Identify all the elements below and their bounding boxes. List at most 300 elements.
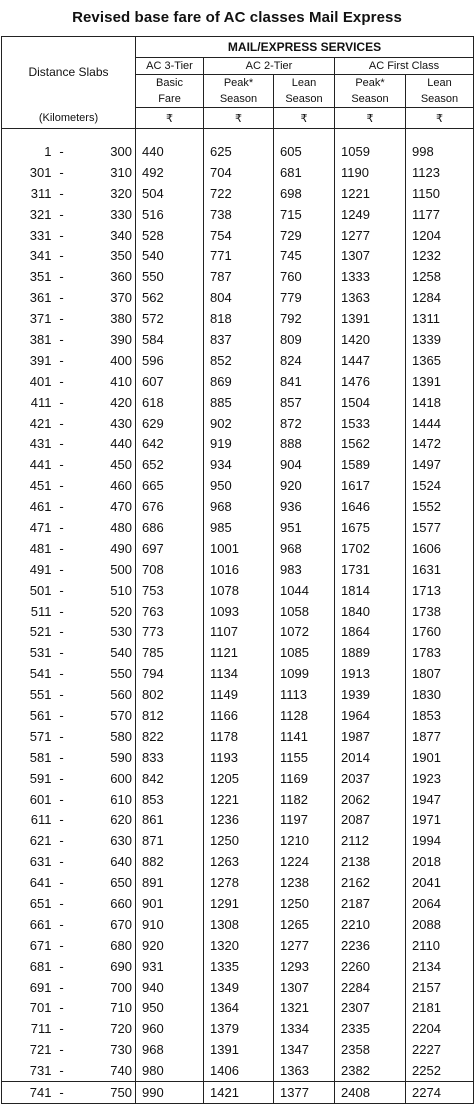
ac2-lean-fare: 888 <box>274 433 335 454</box>
ac1-peak-fare: 1814 <box>335 580 406 601</box>
slab-dash: - <box>59 290 64 306</box>
ac3-basic-fare: 753 <box>136 580 204 601</box>
slab-from: 331 <box>2 225 52 246</box>
ac3-basic-fare: 910 <box>136 914 204 935</box>
table-row <box>2 245 474 266</box>
ac2-lean-fare: 698 <box>274 183 335 204</box>
ac2-lean-fare: 968 <box>274 538 335 559</box>
ac1-peak-fare: 1447 <box>335 350 406 371</box>
ac1-lean-fare: 2227 <box>406 1039 474 1060</box>
ac2-lean-fare: 809 <box>274 329 335 350</box>
ac1-peak-fare: 2284 <box>335 977 406 998</box>
slab-to: 500 <box>72 559 136 580</box>
slab-from: 501 <box>2 580 52 601</box>
ac2-lean-fare: 745 <box>274 245 335 266</box>
ac3-basic-fare: 842 <box>136 768 204 789</box>
ac2-lean-fare: 792 <box>274 308 335 329</box>
slab-from: 731 <box>2 1060 52 1081</box>
slab-to: 540 <box>72 642 136 663</box>
ac3-basic-fare: 562 <box>136 287 204 308</box>
ac2-peak-fare: 1364 <box>204 998 274 1019</box>
slab-from: 581 <box>2 747 52 768</box>
ac3-basic-fare: 572 <box>136 308 204 329</box>
ac1-lean-fare: 1284 <box>406 287 474 308</box>
ac3-basic-fare: 794 <box>136 663 204 684</box>
slab-to: 730 <box>72 1039 136 1060</box>
ac3-basic-fare: 708 <box>136 559 204 580</box>
basic-fare-header-line2: Fare <box>136 91 204 108</box>
slab-dash: - <box>59 875 64 891</box>
slab-dash: - <box>59 1000 64 1016</box>
ac1-peak-fare: 1562 <box>335 433 406 454</box>
table-row <box>2 183 474 204</box>
ac2-peak-fare: 1166 <box>204 705 274 726</box>
table-row <box>2 496 474 517</box>
ac3-basic-fare: 990 <box>136 1082 204 1104</box>
services-header: MAIL/EXPRESS SERVICES <box>136 37 474 58</box>
slab-dash: - <box>59 164 64 180</box>
slab-to: 420 <box>72 392 136 413</box>
ac3-basic-fare: 584 <box>136 329 204 350</box>
slab-dash: - <box>59 143 64 159</box>
slab-to: 480 <box>72 517 136 538</box>
slab-from: 321 <box>2 204 52 225</box>
ac1-peak-fare: 1987 <box>335 726 406 747</box>
slab-dash: - <box>59 373 64 389</box>
ac2-peak-fare: 1093 <box>204 601 274 622</box>
ac2-lean-fare: 715 <box>274 204 335 225</box>
slab-from: 721 <box>2 1039 52 1060</box>
table-row <box>2 893 474 914</box>
slab-to: 370 <box>72 287 136 308</box>
table-row <box>2 956 474 977</box>
table-row <box>2 559 474 580</box>
ac1-peak-fare: 2087 <box>335 810 406 831</box>
ac1-peak-fare: 1675 <box>335 517 406 538</box>
slab-dash: - <box>59 1063 64 1079</box>
ac1-peak-header-line2: Season <box>335 91 406 108</box>
slab-dash: - <box>59 436 64 452</box>
slab-from: 741 <box>2 1082 52 1104</box>
slab-from: 431 <box>2 433 52 454</box>
table-row <box>2 789 474 810</box>
ac2-peak-fare: 738 <box>204 204 274 225</box>
ac2-lean-fare: 1058 <box>274 601 335 622</box>
slab-dash: - <box>59 707 64 723</box>
slab-dash: - <box>59 1021 64 1037</box>
slab-dash: - <box>59 770 64 786</box>
table-row <box>2 1039 474 1060</box>
slab-dash: - <box>59 185 64 201</box>
slab-dash: - <box>59 854 64 870</box>
table-row <box>2 621 474 642</box>
ac3-basic-fare: 607 <box>136 371 204 392</box>
ac1-lean-fare: 2181 <box>406 998 474 1019</box>
slab-to: 640 <box>72 851 136 872</box>
slab-from: 641 <box>2 872 52 893</box>
ac2-lean-fare: 936 <box>274 496 335 517</box>
ac2-peak-fare: 1205 <box>204 768 274 789</box>
slab-dash: - <box>59 728 64 744</box>
ac3-basic-fare: 785 <box>136 642 204 663</box>
ac3-basic-fare: 686 <box>136 517 204 538</box>
slab-dash: - <box>59 519 64 535</box>
slab-to: 400 <box>72 350 136 371</box>
ac1-lean-fare: 1497 <box>406 454 474 475</box>
ac2-peak-fare: 985 <box>204 517 274 538</box>
ac2-peak-fare: 804 <box>204 287 274 308</box>
ac2-peak-fare: 950 <box>204 475 274 496</box>
ac2-lean-fare: 1155 <box>274 747 335 768</box>
slab-from: 631 <box>2 851 52 872</box>
slab-dash: - <box>59 812 64 828</box>
slab-dash: - <box>59 540 64 556</box>
ac1-lean-fare: 998 <box>406 141 474 162</box>
ac1-peak-header-line1: Peak* <box>335 75 406 92</box>
currency-symbol: ₹ <box>335 108 406 129</box>
ac2-peak-fare: 1001 <box>204 538 274 559</box>
ac1-peak-fare: 1221 <box>335 183 406 204</box>
ac2-lean-fare: 1224 <box>274 851 335 872</box>
ac2-peak-fare: 704 <box>204 162 274 183</box>
slab-to: 670 <box>72 914 136 935</box>
ac3-basic-fare: 528 <box>136 225 204 246</box>
ac2-tier-header: AC 2-Tier <box>204 58 335 75</box>
slab-dash: - <box>59 749 64 765</box>
slab-to: 460 <box>72 475 136 496</box>
ac1-lean-fare: 1365 <box>406 350 474 371</box>
table-row <box>2 914 474 935</box>
slab-to: 720 <box>72 1018 136 1039</box>
table-row <box>2 433 474 454</box>
table-row <box>2 747 474 768</box>
slab-dash: - <box>59 269 64 285</box>
table-row <box>2 329 474 350</box>
ac2-lean-fare: 1072 <box>274 621 335 642</box>
table-row <box>2 726 474 747</box>
ac2-peak-fare: 1107 <box>204 621 274 642</box>
ac2-lean-fare: 951 <box>274 517 335 538</box>
ac-first-class-header: AC First Class <box>335 58 474 75</box>
table-row <box>2 663 474 684</box>
table-row <box>2 998 474 1019</box>
ac3-basic-fare: 596 <box>136 350 204 371</box>
ac2-peak-fare: 771 <box>204 245 274 266</box>
slab-from: 441 <box>2 454 52 475</box>
ac3-basic-fare: 676 <box>136 496 204 517</box>
ac1-peak-fare: 1190 <box>335 162 406 183</box>
ac3-basic-fare: 901 <box>136 893 204 914</box>
ac2-peak-fare: 1379 <box>204 1018 274 1039</box>
ac1-peak-fare: 1864 <box>335 621 406 642</box>
slab-dash: - <box>59 645 64 661</box>
ac3-basic-fare: 618 <box>136 392 204 413</box>
slab-to: 360 <box>72 266 136 287</box>
ac2-peak-fare: 1016 <box>204 559 274 580</box>
slab-from: 571 <box>2 726 52 747</box>
table-row <box>2 308 474 329</box>
ac2-peak-fare: 1193 <box>204 747 274 768</box>
ac1-lean-fare: 2110 <box>406 935 474 956</box>
ac3-basic-fare: 861 <box>136 810 204 831</box>
ac1-lean-fare: 1830 <box>406 684 474 705</box>
ac2-lean-fare: 983 <box>274 559 335 580</box>
ac1-lean-fare: 1760 <box>406 621 474 642</box>
ac1-lean-fare: 2018 <box>406 851 474 872</box>
ac1-peak-fare: 2382 <box>335 1060 406 1081</box>
slab-to: 600 <box>72 768 136 789</box>
slab-to: 450 <box>72 454 136 475</box>
table-row <box>2 350 474 371</box>
slab-to: 660 <box>72 893 136 914</box>
slab-dash: - <box>59 331 64 347</box>
ac1-lean-fare: 1738 <box>406 601 474 622</box>
ac1-peak-fare: 1533 <box>335 413 406 434</box>
slab-dash: - <box>59 937 64 953</box>
ac1-lean-fare: 1418 <box>406 392 474 413</box>
slab-dash: - <box>59 561 64 577</box>
ac2-lean-fare: 1307 <box>274 977 335 998</box>
slab-from: 701 <box>2 998 52 1019</box>
slab-to: 580 <box>72 726 136 747</box>
slab-to: 700 <box>72 977 136 998</box>
ac2-lean-fare: 1113 <box>274 684 335 705</box>
slab-to: 590 <box>72 747 136 768</box>
table-row <box>2 517 474 538</box>
table-row <box>2 935 474 956</box>
slab-dash: - <box>59 833 64 849</box>
slab-to: 550 <box>72 663 136 684</box>
slab-to: 470 <box>72 496 136 517</box>
slab-from: 671 <box>2 935 52 956</box>
slab-dash: - <box>52 1082 72 1104</box>
ac1-lean-header-line1: Lean <box>406 75 474 92</box>
ac2-lean-fare: 857 <box>274 392 335 413</box>
ac2-peak-fare: 1308 <box>204 914 274 935</box>
slab-dash: - <box>59 958 64 974</box>
ac1-lean-fare: 1807 <box>406 663 474 684</box>
ac2-peak-fare: 1250 <box>204 830 274 851</box>
slab-dash: - <box>59 791 64 807</box>
slab-from: 381 <box>2 329 52 350</box>
slab-from: 1 <box>2 141 52 162</box>
ac2-peak-fare: 1320 <box>204 935 274 956</box>
ac2-lean-fare: 872 <box>274 413 335 434</box>
ac3-basic-fare: 950 <box>136 998 204 1019</box>
ac3-basic-fare: 440 <box>136 141 204 162</box>
slab-from: 481 <box>2 538 52 559</box>
ac3-basic-fare: 960 <box>136 1018 204 1039</box>
slab-to: 520 <box>72 601 136 622</box>
ac1-peak-fare: 2112 <box>335 830 406 851</box>
table-row <box>2 538 474 559</box>
ac3-basic-fare: 940 <box>136 977 204 998</box>
ac1-peak-fare: 1939 <box>335 684 406 705</box>
table-row <box>2 141 474 162</box>
kilometers-label: (Kilometers) <box>2 108 136 129</box>
ac3-basic-fare: 697 <box>136 538 204 559</box>
ac3-basic-fare: 891 <box>136 872 204 893</box>
ac3-basic-fare: 492 <box>136 162 204 183</box>
ac2-lean-fare: 1293 <box>274 956 335 977</box>
ac1-lean-fare: 1947 <box>406 789 474 810</box>
slab-to: 710 <box>72 998 136 1019</box>
table-row <box>2 225 474 246</box>
ac2-lean-fare: 760 <box>274 266 335 287</box>
ac1-peak-fare: 2162 <box>335 872 406 893</box>
slab-dash: - <box>59 478 64 494</box>
ac2-lean-header-line1: Lean <box>274 75 335 92</box>
ac2-lean-header-line2: Season <box>274 91 335 108</box>
table-row <box>2 266 474 287</box>
ac2-lean-fare: 904 <box>274 454 335 475</box>
table-body <box>2 129 474 1104</box>
slab-from: 651 <box>2 893 52 914</box>
ac2-lean-fare: 1169 <box>274 768 335 789</box>
slab-to: 510 <box>72 580 136 601</box>
table-row <box>2 872 474 893</box>
ac2-peak-fare: 1291 <box>204 893 274 914</box>
table-row <box>2 642 474 663</box>
ac2-lean-fare: 779 <box>274 287 335 308</box>
page-title: Revised base fare of AC classes Mail Express <box>72 9 402 26</box>
ac3-basic-fare: 763 <box>136 601 204 622</box>
distance-slabs-header: Distance Slabs <box>2 37 136 108</box>
ac2-peak-fare: 625 <box>204 141 274 162</box>
table-row <box>2 392 474 413</box>
ac1-peak-fare: 1889 <box>335 642 406 663</box>
ac1-lean-fare: 1444 <box>406 413 474 434</box>
ac2-peak-fare: 837 <box>204 329 274 350</box>
slab-to: 650 <box>72 872 136 893</box>
ac2-peak-fare: 1263 <box>204 851 274 872</box>
ac3-basic-fare: 550 <box>136 266 204 287</box>
ac1-peak-fare: 1307 <box>335 245 406 266</box>
ac2-peak-fare: 1221 <box>204 789 274 810</box>
ac1-lean-fare: 1524 <box>406 475 474 496</box>
table-row <box>2 162 474 183</box>
ac1-lean-fare: 1713 <box>406 580 474 601</box>
slab-to: 380 <box>72 308 136 329</box>
slab-from: 661 <box>2 914 52 935</box>
ac2-peak-header-line2: Season <box>204 91 274 108</box>
slab-to: 430 <box>72 413 136 434</box>
currency-symbol: ₹ <box>136 108 204 129</box>
table-row <box>2 705 474 726</box>
ac2-lean-fare: 1238 <box>274 872 335 893</box>
ac2-peak-fare: 1149 <box>204 684 274 705</box>
ac1-peak-fare: 1363 <box>335 287 406 308</box>
ac1-peak-fare: 1333 <box>335 266 406 287</box>
ac1-lean-fare: 2134 <box>406 956 474 977</box>
ac1-peak-fare: 2358 <box>335 1039 406 1060</box>
ac3-basic-fare: 540 <box>136 245 204 266</box>
slab-from: 451 <box>2 475 52 496</box>
ac1-lean-fare: 1783 <box>406 642 474 663</box>
ac2-lean-fare: 605 <box>274 141 335 162</box>
slab-to: 750 <box>72 1082 136 1104</box>
ac1-lean-fare: 1472 <box>406 433 474 454</box>
table-row <box>2 475 474 496</box>
ac2-lean-fare: 1197 <box>274 810 335 831</box>
ac2-peak-fare: 1121 <box>204 642 274 663</box>
slab-dash: - <box>59 603 64 619</box>
ac3-basic-fare: 882 <box>136 851 204 872</box>
ac2-peak-fare: 902 <box>204 413 274 434</box>
ac1-lean-fare: 1971 <box>406 810 474 831</box>
ac2-lean-fare: 824 <box>274 350 335 371</box>
ac3-basic-fare: 802 <box>136 684 204 705</box>
ac3-basic-fare: 980 <box>136 1060 204 1081</box>
ac3-basic-fare: 652 <box>136 454 204 475</box>
slab-dash: - <box>59 582 64 598</box>
table-row <box>2 287 474 308</box>
ac1-peak-fare: 2236 <box>335 935 406 956</box>
slab-from: 531 <box>2 642 52 663</box>
slab-dash: - <box>59 206 64 222</box>
basic-fare-header-line1: Basic <box>136 75 204 92</box>
slab-from: 341 <box>2 245 52 266</box>
ac3-basic-fare: 812 <box>136 705 204 726</box>
slab-dash: - <box>59 499 64 515</box>
ac3-basic-fare: 516 <box>136 204 204 225</box>
slab-from: 491 <box>2 559 52 580</box>
slab-from: 611 <box>2 810 52 831</box>
slab-from: 311 <box>2 183 52 204</box>
slab-dash: - <box>59 311 64 327</box>
ac1-lean-fare: 1339 <box>406 329 474 350</box>
ac2-lean-fare: 1099 <box>274 663 335 684</box>
table-row <box>2 851 474 872</box>
slab-dash: - <box>59 248 64 264</box>
ac1-peak-fare: 1964 <box>335 705 406 726</box>
slab-to: 630 <box>72 830 136 851</box>
fare-table <box>1 36 474 1104</box>
ac1-lean-fare: 2274 <box>406 1082 474 1104</box>
ac2-peak-fare: 885 <box>204 392 274 413</box>
ac1-lean-fare: 1631 <box>406 559 474 580</box>
slab-from: 371 <box>2 308 52 329</box>
slab-to: 340 <box>72 225 136 246</box>
ac1-peak-fare: 2037 <box>335 768 406 789</box>
currency-symbol: ₹ <box>406 108 474 129</box>
slab-to: 310 <box>72 162 136 183</box>
slab-from: 551 <box>2 684 52 705</box>
ac1-peak-fare: 1589 <box>335 454 406 475</box>
ac1-peak-fare: 1913 <box>335 663 406 684</box>
ac1-lean-fare: 1123 <box>406 162 474 183</box>
table-row <box>2 810 474 831</box>
ac1-lean-header-line2: Season <box>406 91 474 108</box>
slab-to: 410 <box>72 371 136 392</box>
table-row <box>2 601 474 622</box>
ac2-lean-fare: 1085 <box>274 642 335 663</box>
ac1-lean-fare: 1391 <box>406 371 474 392</box>
ac2-peak-fare: 1134 <box>204 663 274 684</box>
ac3-tier-header: AC 3-Tier <box>136 58 204 75</box>
ac2-lean-fare: 1334 <box>274 1018 335 1039</box>
slab-to: 610 <box>72 789 136 810</box>
slab-dash: - <box>59 979 64 995</box>
ac2-peak-fare: 754 <box>204 225 274 246</box>
table-row <box>2 413 474 434</box>
ac1-lean-fare: 2157 <box>406 977 474 998</box>
slab-from: 601 <box>2 789 52 810</box>
ac2-lean-fare: 1347 <box>274 1039 335 1060</box>
ac1-lean-fare: 1150 <box>406 183 474 204</box>
ac2-peak-fare: 787 <box>204 266 274 287</box>
ac1-lean-fare: 1232 <box>406 245 474 266</box>
